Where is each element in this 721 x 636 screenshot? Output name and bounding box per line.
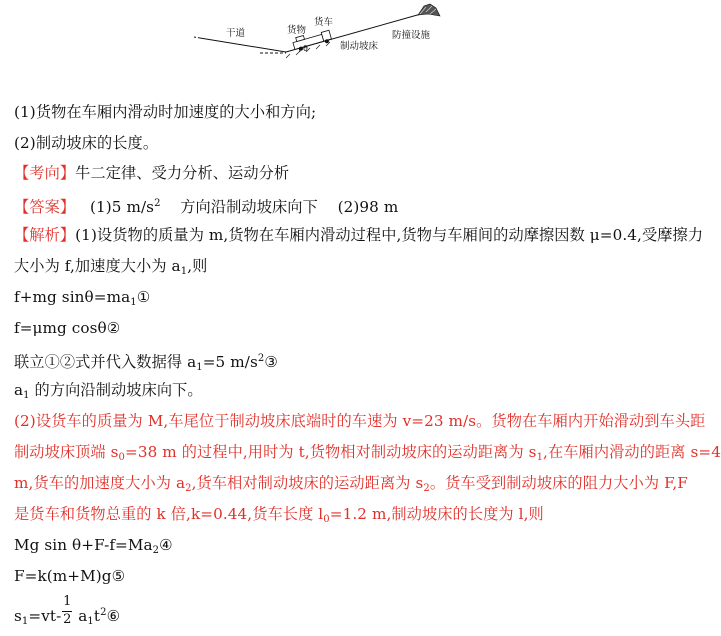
answer-part2: (2)98 m — [337, 198, 399, 216]
equation-1: f+mg $\sin\theta=ma_1①$ — [14, 288, 151, 308]
fraction-half: $\frac{1}{2}$ — [63, 594, 72, 627]
equation-6: $s_1=vt-$ $\frac{1}{2}$ $a_1t^2⑥$ — [14, 594, 121, 627]
kaoxiang-tag: 【考向】 — [14, 164, 76, 182]
analysis-line-9: m,货车的加速度大小为 $a_2$,货车相对制动坡床的运动距离为 $s_2$。货车受到制动坡床的阻力大小为 F,F — [14, 474, 688, 494]
equation-2: f=μmg cosθ② — [14, 319, 121, 337]
ramp-diagram — [190, 0, 460, 62]
question-2: (2)制动坡床的长度。 — [14, 134, 159, 152]
label-road: 干道 — [226, 28, 246, 39]
analysis-line-2: 大小为 f,加速度大小为 $a_1$,则 — [14, 257, 208, 277]
barrier — [418, 4, 440, 16]
analysis-line-8: 制动坡床顶端 $s_0=38$ m 的过程中,用时为 t,货物相对制动坡床的运动距离为 $s_1$,在车厢内滑动的距离 s=4 — [14, 443, 721, 463]
question-1: (1)货物在车厢内滑动时加速度的大小和方向; — [14, 103, 317, 121]
answer-tag: 【答案】 — [14, 198, 76, 216]
analysis-line-7: (2)设货车的质量为 M,车尾位于制动坡床底端时的车速为 v=23 m/s。货物在车厢内开始滑动到车头距 — [14, 412, 706, 430]
analysis-line-6: $a_1$ 的方向沿制动坡床向下。 — [14, 381, 203, 401]
equation-4: Mg $\sin \theta+F-f=Ma_2④$ — [14, 536, 173, 556]
answer-line: 【答案】 (1)5 $m/s^2$ 方向沿制动坡床向下 (2)98 m — [14, 198, 399, 216]
answer-direction: 方向沿制动坡床向下 — [180, 198, 318, 216]
label-ramp: 制动坡床 — [340, 41, 379, 52]
equation-5: F=k(m+M)g⑤ — [14, 567, 126, 585]
analysis-line-1: 【解析】(1)设货物的质量为 m,货物在车厢内滑动过程中,货物与车厢间的动摩擦因数 μ=0.4,受摩擦力 — [14, 226, 704, 244]
label-cargo: 货物 — [287, 25, 307, 36]
answer-part1: (1)5 m/s — [89, 198, 155, 216]
label-barrier: 防撞设施 — [392, 30, 431, 41]
analysis-tag: 【解析】 — [14, 226, 76, 244]
analysis-line-5: 联立①②式并代入数据得 $a_1=5$ $m/s^2③$ — [14, 353, 279, 373]
kaoxiang-text: 牛二定律、受力分析、运动分析 — [75, 164, 290, 182]
label-truck: 货车 — [314, 17, 334, 28]
kaoxiang-line — [14, 163, 289, 183]
label-theta: θ — [303, 44, 308, 53]
analysis-line-10: 是货车和货物总重的 k 倍,k=0.44,货车长度 $l_0=1.2$ m,制动坡床的长度为 l,则 — [14, 505, 544, 525]
